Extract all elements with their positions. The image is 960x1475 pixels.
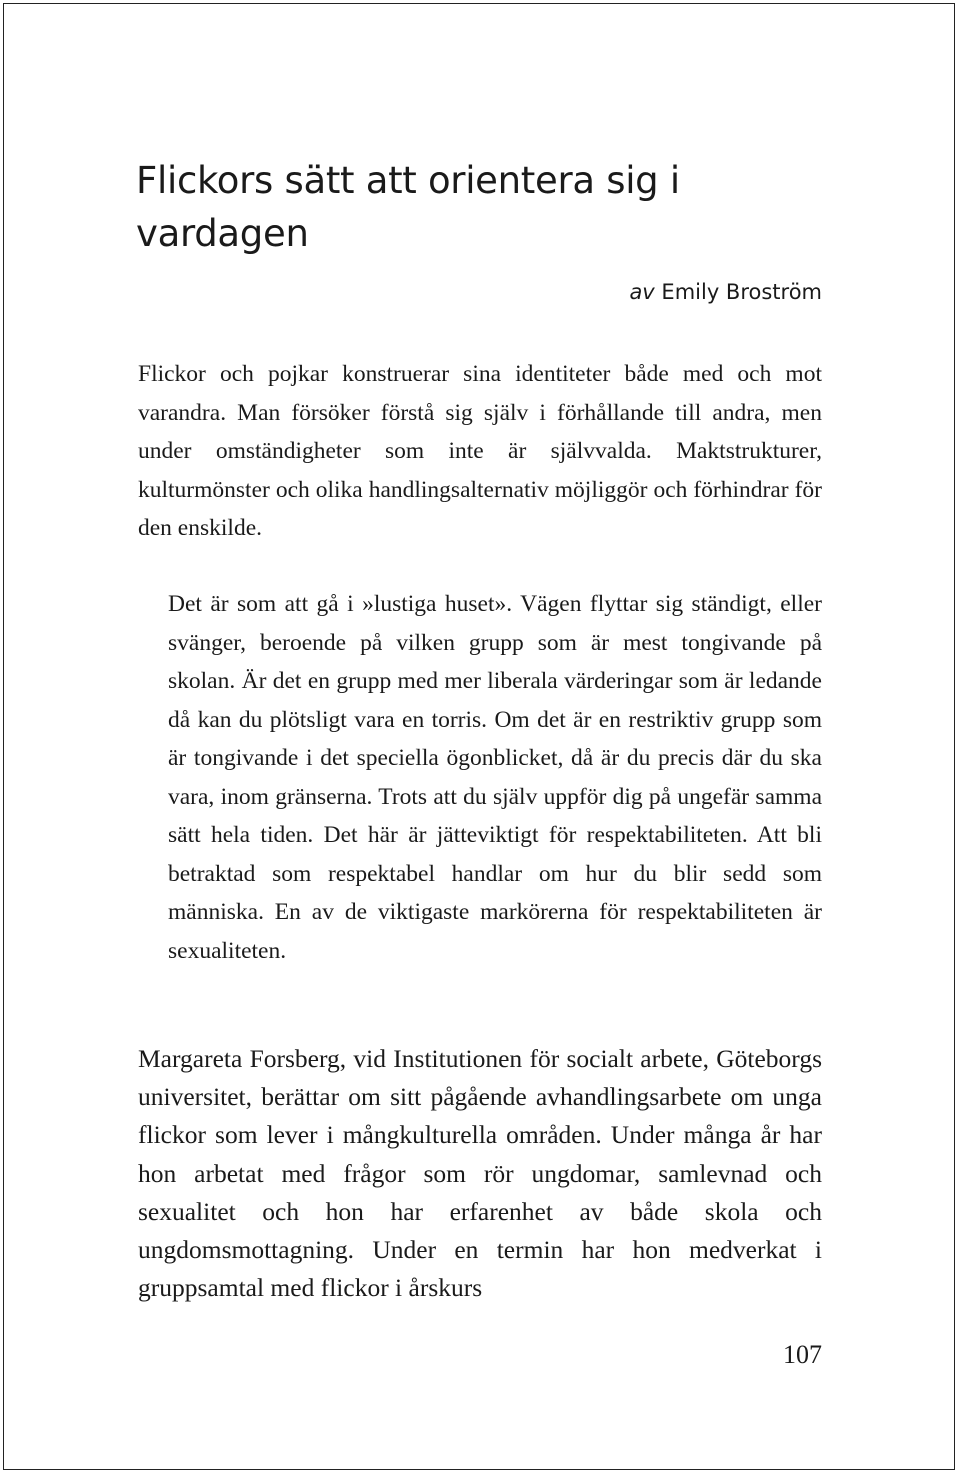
- page-number: 107: [783, 1340, 822, 1369]
- byline-prefix: av: [629, 280, 655, 304]
- intro-paragraph: Flickor och pojkar konstruerar sina identiteter både med och mot varandra. Man försöker förstå sig själv i förhållande till andra, men under omständigheter som inte är självvalda. Maktstrukturer, kulturmönster och olika handlingsalternativ möjliggör och förhindrar för den enskilde.: [138, 361, 822, 541]
- quote-paragraph: Det är som att gå i »lustiga huset». Vägen flyttar sig ständigt, eller svänger, beroende på vilken grupp som är mest tongivande på skolan. Är det en grupp med mer liberala värderingar som är ledande då kan du plötsligt vara en torris. Om det är en restriktiv grupp som är tongivande i det speciella ögonblicket, då är du precis där du ska vara, inom gränserna. Trots att du själv uppför dig på ungefär samma sätt hela tiden. Det här är jätteviktigt för respektabiliteten. Att bli betraktad som respektabel handlar om hur du blir sedd som människa. En av de viktigaste markörerna för respektabiliteten är sexualiteten.: [168, 591, 822, 964]
- byline: [629, 280, 822, 304]
- author-name: Emily Broström: [661, 280, 822, 304]
- article-title: Flickors sätt att orientera sig i vardagen: [136, 159, 680, 255]
- body-paragraph: Margareta Forsberg, vid Institutionen för socialt arbete, Göteborgs universitet, berättar om sitt pågående avhandlingsarbete om unga flickor som lever i mångkulturella områden. Under många år har hon arbetat med frågor som rör ungdomar, samlevnad och sexualitet och hon har erfarenhet av både skola och ungdomsmottagning. Under en termin har hon medverkat i gruppsamtal med flickor i årskurs: [138, 1044, 822, 1303]
